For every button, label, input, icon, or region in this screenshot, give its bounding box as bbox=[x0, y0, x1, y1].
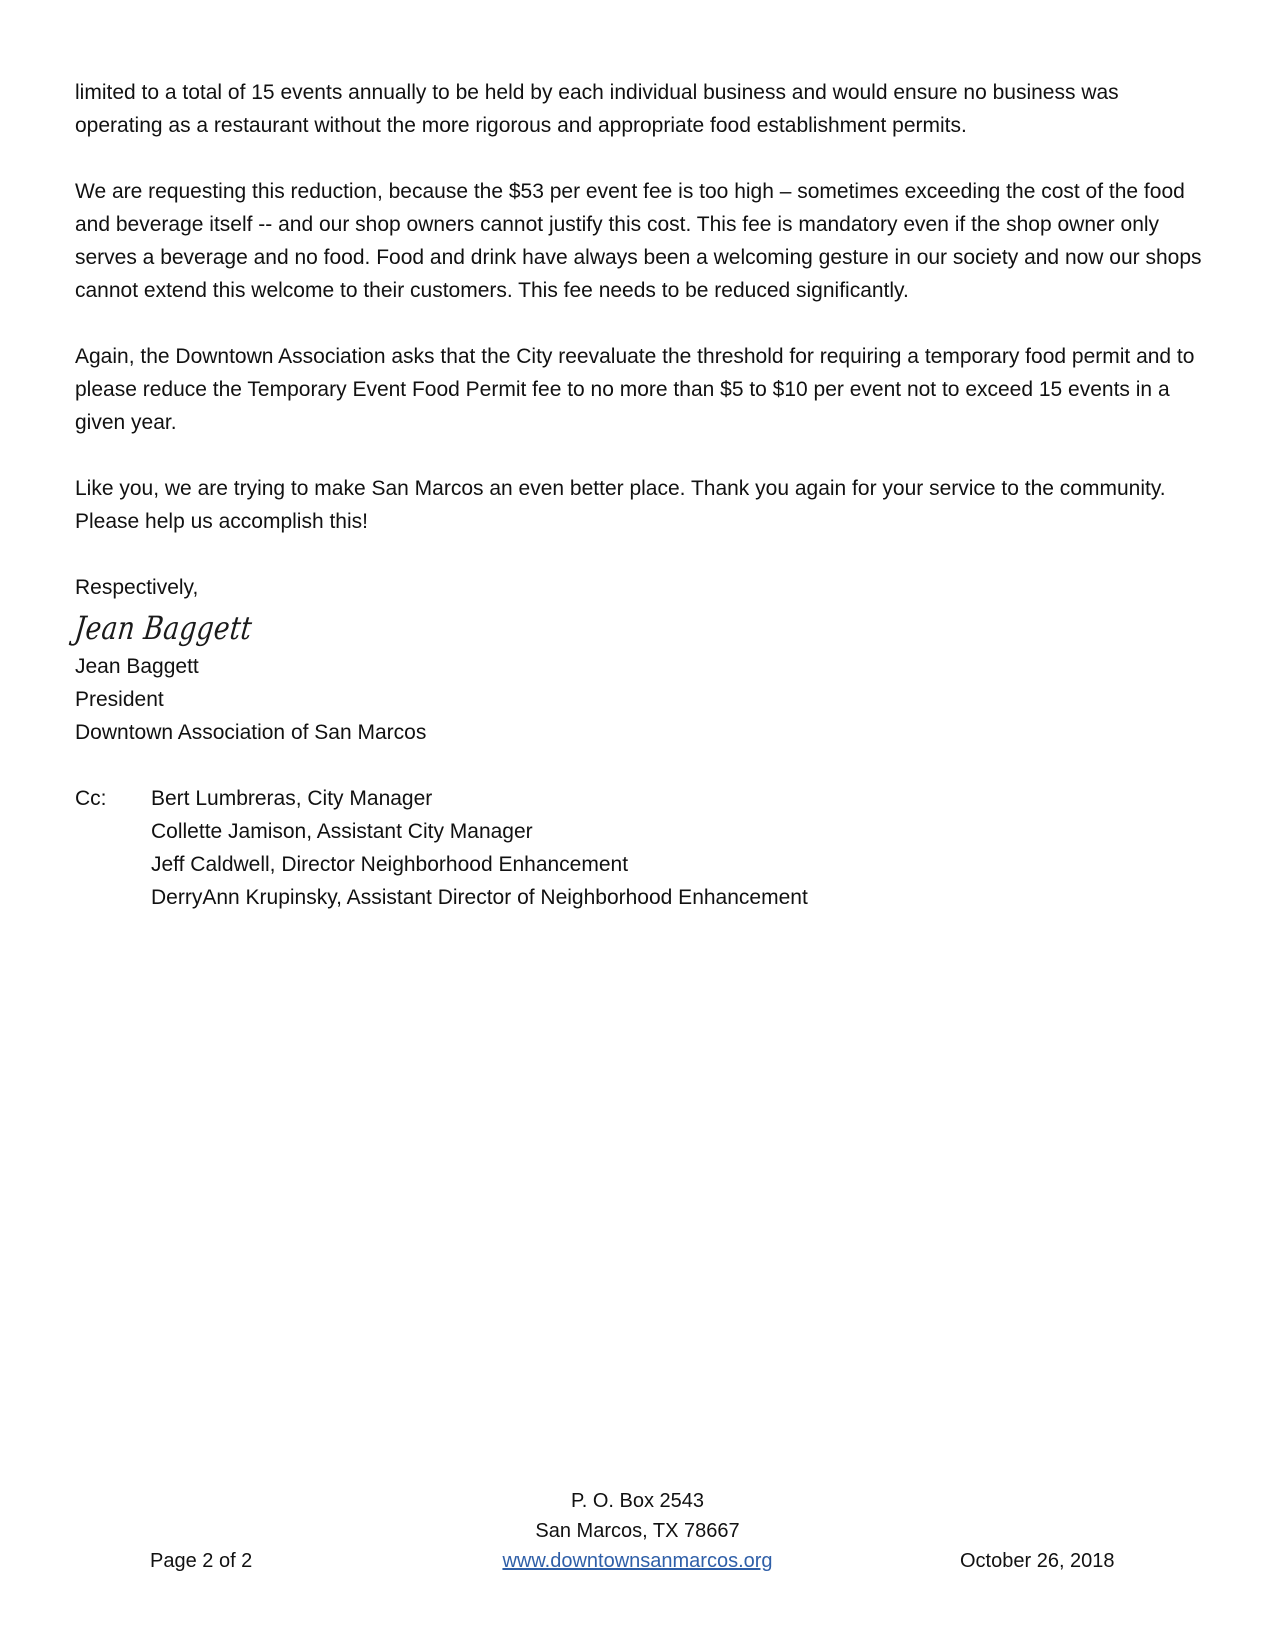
cc-label: Cc: bbox=[75, 787, 107, 810]
cc-block bbox=[75, 782, 1205, 914]
letter-body bbox=[72, 76, 1205, 914]
paragraph-fee-request: We are requesting this reduction, because the $53 per event fee is too high – sometimes exceeding the cost of the food and beverage itself -- and our shop owners cannot justify this cost. This fee is mandatory even if the shop owner only serves a beverage and no food. Food and drink have always been a welcoming gesture in our society and now our shops cannot extend this welcome to their customers. This fee needs to be reduced significantly. bbox=[75, 180, 1202, 302]
footer-date: October 26, 2018 bbox=[960, 1550, 1115, 1572]
handwritten-signature: Jean Baggett bbox=[72, 609, 255, 647]
signer-name: Jean Baggett bbox=[75, 655, 199, 678]
footer-address-line1: P. O. Box 2543 bbox=[570, 1490, 705, 1512]
signature-block bbox=[72, 571, 1205, 749]
footer-row bbox=[0, 1546, 1275, 1576]
paragraph-thanks: Like you, we are trying to make San Marcos an even better place. Thank you again for your service to the community. Please help us accomplish this! bbox=[75, 477, 1166, 533]
cc-recipient: Bert Lumbreras, City Manager bbox=[151, 787, 433, 810]
paragraph-eligibility: limited to a total of 15 events annually to be held by each individual business and would ensure no business was operating as a restaurant without the more rigorous and appropriate food establishment permits. bbox=[75, 81, 1119, 137]
cc-recipient: Collette Jamison, Assistant City Manager bbox=[151, 820, 533, 843]
footer-address bbox=[0, 1486, 1275, 1546]
cc-list bbox=[151, 782, 808, 914]
footer-address-line2: San Marcos, TX 78667 bbox=[535, 1520, 740, 1542]
signer-title: President bbox=[75, 688, 164, 711]
cc-recipient: Jeff Caldwell, Director Neighborhood Enhancement bbox=[151, 853, 629, 876]
paragraph-summary-request: Again, the Downtown Association asks that the City reevaluate the threshold for requiring a temporary food permit and to please reduce the Temporary Event Food Permit fee to no more than $5 to $10 per event not to exceed 15 events in a given year. bbox=[75, 345, 1195, 434]
website-link[interactable]: www.downtownsanmarcos.org bbox=[502, 1550, 773, 1572]
closing-line: Respectively, bbox=[75, 576, 199, 599]
page-number: Page 2 of 2 bbox=[150, 1550, 253, 1572]
cc-recipient: DerryAnn Krupinsky, Assistant Director of Neighborhood Enhancement bbox=[151, 886, 808, 909]
signer-organization: Downtown Association of San Marcos bbox=[75, 721, 427, 744]
